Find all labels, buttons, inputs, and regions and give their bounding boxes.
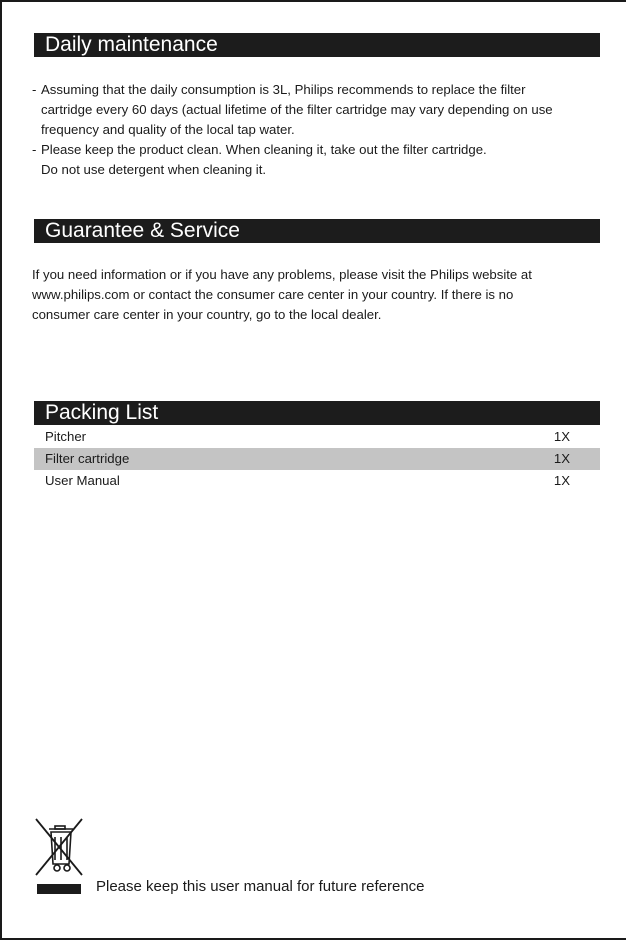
- packing-item-name: Filter cartridge: [45, 451, 130, 466]
- packing-list-table: [34, 426, 600, 492]
- packing-row: [34, 448, 600, 470]
- guarantee-service-body: [32, 265, 604, 325]
- bullet-1-line-1: Assuming that the daily consumption is 3L, Philips recommends to replace the filter: [41, 82, 526, 97]
- packing-item-qty: 1X: [553, 473, 570, 488]
- daily-maintenance-body: [32, 80, 604, 180]
- packing-item-qty: 1X: [553, 451, 570, 466]
- packing-item-qty: 1X: [553, 429, 570, 444]
- daily-maintenance-heading: Daily maintenance: [34, 33, 600, 57]
- bullet-2-line-2: Do not use detergent when cleaning it.: [41, 162, 267, 177]
- guarantee-service-heading: Guarantee & Service: [34, 219, 600, 243]
- packing-list-heading: Packing List: [34, 401, 600, 425]
- bullet-1-line-3: frequency and quality of the local tap water.: [41, 122, 295, 137]
- maintenance-bullet-1: [32, 80, 604, 140]
- guarantee-line-3: consumer care center in your country, go to the local dealer.: [32, 307, 382, 322]
- guarantee-line-1: If you need information or if you have any problems, please visit the Philips website at: [32, 267, 532, 282]
- packing-row: [34, 426, 600, 448]
- guarantee-line-2: www.philips.com or contact the consumer care center in your country. If there is no: [32, 287, 514, 302]
- footer-note: Please keep this user manual for future reference: [96, 878, 425, 895]
- packing-row: [34, 470, 600, 492]
- weee-black-bar: [37, 884, 81, 894]
- packing-item-name: User Manual: [45, 473, 120, 488]
- weee-crossed-bin-icon: [33, 817, 85, 881]
- maintenance-bullet-2: [32, 140, 604, 180]
- bullet-dash: -: [32, 142, 37, 157]
- bullet-dash: -: [32, 82, 37, 97]
- packing-item-name: Pitcher: [45, 429, 87, 444]
- bullet-2-line-1: Please keep the product clean. When cleaning it, take out the filter cartridge.: [41, 142, 487, 157]
- bullet-1-line-2: cartridge every 60 days (actual lifetime of the filter cartridge may vary depending on use: [41, 102, 553, 117]
